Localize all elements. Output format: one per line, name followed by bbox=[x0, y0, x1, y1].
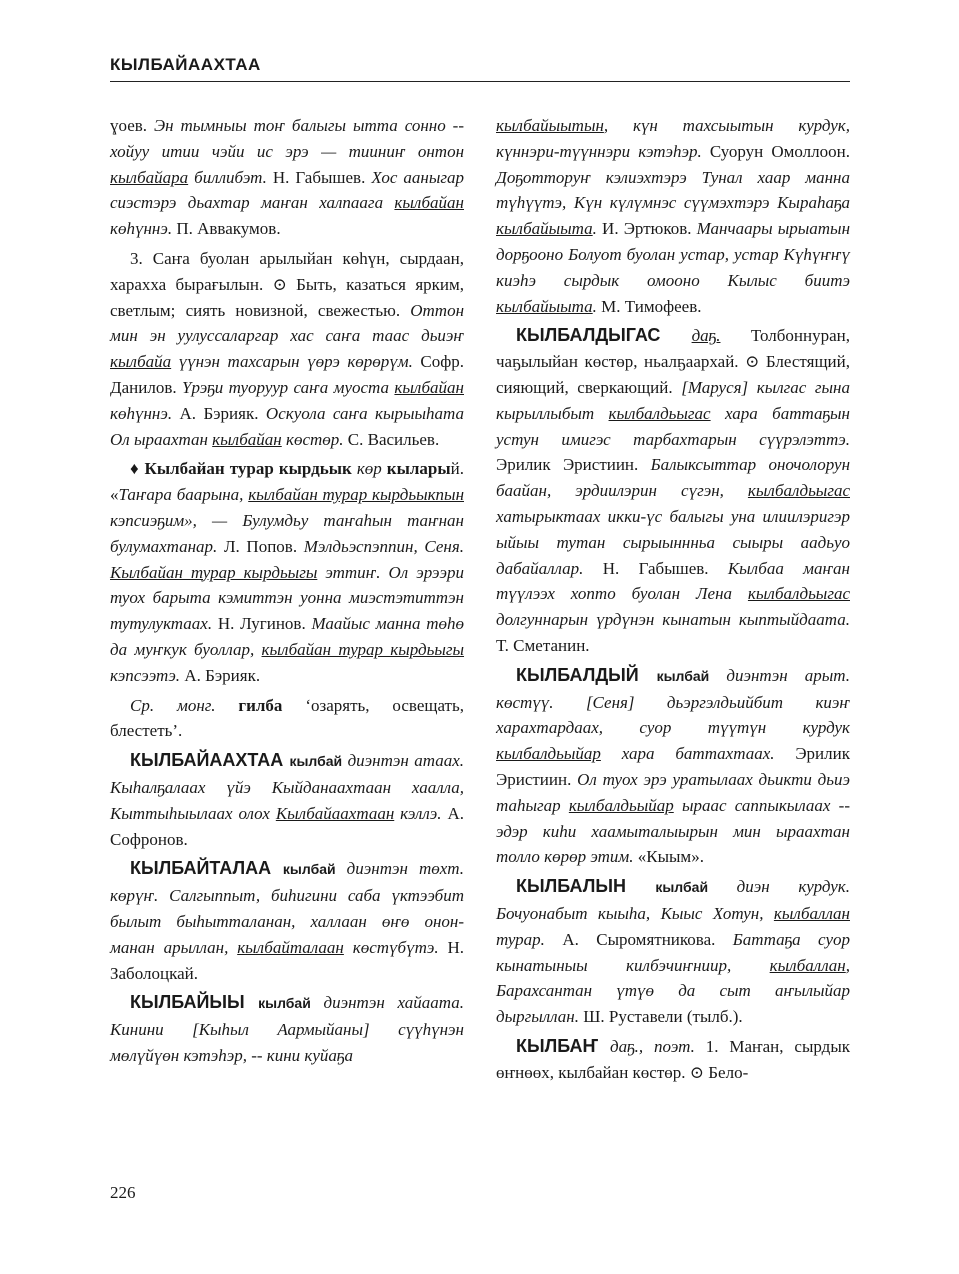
entry-kylbaldygas bbox=[496, 323, 850, 658]
text-run: Доҕотторуҥ кэлиэхтэрэ Тунал хаар манна түһүүтэ, Күн күлүмнэс сүүмэхтэрэ Кыраһаҕа bbox=[496, 167, 850, 213]
text-run: Хос ааныгар сиэстэрэ дьахтар маҥан халпаага bbox=[110, 167, 464, 213]
text-run: М. Тимофеев. bbox=[596, 296, 702, 316]
text-run: Мэлдьэспэппин, Сеня. bbox=[303, 536, 464, 556]
text-run: кэллэ. bbox=[394, 803, 442, 823]
text-run: кылары bbox=[386, 459, 451, 479]
text-run: көстүбүтэ. bbox=[343, 937, 439, 957]
text-run: Л. Попов. bbox=[217, 536, 304, 556]
entry-kylbaiaakhtaa bbox=[110, 748, 464, 852]
text-run: . bbox=[592, 296, 597, 316]
text-run: кылбайан bbox=[394, 377, 464, 397]
headword: КЫЛБАҤ bbox=[516, 1035, 610, 1056]
text-run: кылбайа bbox=[110, 352, 172, 372]
text-run: хара баттахтаах. bbox=[600, 744, 775, 764]
text-run: кэпсээтэ. bbox=[110, 665, 181, 685]
text-run: ‘озарять, освещать, блестеть’. bbox=[110, 695, 464, 741]
text-run: Н. Заболоцкай. bbox=[110, 937, 464, 983]
text-run: И. Эртюков. bbox=[596, 219, 697, 239]
text-run: Н. Габышев. bbox=[266, 167, 372, 187]
text-run: Быть, казаться ярким, светлым; сиять новизной, свежестью. bbox=[110, 274, 465, 320]
text-run: даҕ. bbox=[691, 326, 721, 346]
text-run: Үрэҕи туоруур саҥа муоста bbox=[181, 377, 395, 397]
text-run: кэпсиэҕим», — Булумдьу таҥаһын таҥнан булумахтанар. bbox=[110, 510, 464, 556]
text-run: Манчаары ырыатын дорҕооно Болуот буолан устар, устар Күһүҥҥү киэһэ сырдык омооно Кылыс биитэ bbox=[496, 219, 851, 290]
page-number: 226 bbox=[110, 1183, 136, 1202]
text-run: , Барахсантан үтүө да сыт аҥылыйар дыргыллан. bbox=[496, 955, 850, 1027]
entry-kylbalyn bbox=[496, 874, 850, 1030]
text-run: кылбаллан bbox=[769, 955, 846, 975]
text-run: кылбалдьыйар bbox=[496, 744, 601, 764]
entry-paragraph bbox=[110, 113, 464, 242]
text-run: Н. Габышев. bbox=[583, 558, 728, 578]
text-run: Эн тымныы тоҥ балыгы ытта сонно -- хойуу итии чэйи ис эрэ — тииниҥ онтон bbox=[110, 116, 464, 161]
text-run: П. Аввакумов. bbox=[172, 219, 281, 239]
text-run: Суорун Омоллоон. bbox=[701, 141, 850, 161]
text-run: Кылбайан турар кырдьык bbox=[144, 459, 352, 479]
entry-paragraph bbox=[110, 693, 464, 745]
text-run: Баттаҕа суор кынатыныы килбэчиҥниир, bbox=[496, 929, 850, 975]
running-head: КЫЛБАЙААХТАА bbox=[110, 55, 850, 82]
text-run: Кылбаа маҥан түүлээх хопто буолан Лена bbox=[496, 558, 850, 604]
headword: КЫЛБАЛДЫГАС bbox=[516, 325, 692, 346]
entry-kylbaldyi bbox=[496, 663, 850, 870]
text-run: кылбаллан bbox=[773, 903, 850, 923]
headword: КЫЛБАЙЫЫ bbox=[130, 992, 259, 1013]
text-run: ыраас саппыкылаах -- эдэр киһи хаамыталыырын мин ыраахтан толло көрөр этим. bbox=[496, 795, 850, 867]
text-run: ⊙ bbox=[272, 274, 287, 294]
text-run: ⊙ bbox=[745, 352, 760, 372]
text-run: долгуннарын үрдүнэн кынатын кыптыйдаата. bbox=[496, 610, 850, 630]
text-run: 3. Саҥа буолан арылыйан көһүн, сырдаан, харахха бырағылын. bbox=[110, 248, 464, 294]
entry-kylbaiyy bbox=[110, 990, 464, 1068]
text-run: кылбайан турар кырдьыгы bbox=[261, 639, 465, 659]
text-run: кылбалдьыгас bbox=[747, 481, 850, 501]
text-run: й. « bbox=[110, 459, 464, 505]
text-run: даҕ., поэт. bbox=[609, 1036, 695, 1056]
headword: кылбай bbox=[655, 879, 709, 896]
entry-paragraph bbox=[496, 113, 850, 319]
text-run: көстөр. bbox=[281, 429, 344, 449]
text-run: Блестящий, сияющий, сверкающий. bbox=[496, 352, 850, 397]
headword: кылбай bbox=[289, 753, 343, 770]
text-run: А. Софронов. bbox=[110, 803, 464, 849]
text-run: Бело- bbox=[704, 1062, 749, 1082]
entry-kylban bbox=[496, 1034, 850, 1086]
headword: кылбай bbox=[258, 995, 311, 1012]
text-run: Софр. Данилов. bbox=[110, 352, 464, 397]
text-run: Толбоннуран, чаҕылыйан көстөр, ньалҕаархай. bbox=[496, 326, 851, 372]
text-run: кылбайталаан bbox=[237, 937, 344, 957]
text-run: ♦ bbox=[130, 459, 145, 479]
text-run: Маайыс манна төһө да муҥкук буоллар, bbox=[110, 614, 464, 659]
text-run: диэнтэн арыт. көстүү. [Сеня] дьэргэлдьийбит киэҥ харахтардаах, суор түүтүн курдук bbox=[496, 665, 850, 738]
text-run: ɣоев. bbox=[110, 116, 154, 135]
text-run: Ср. монг. bbox=[130, 695, 239, 715]
text-run: Ол туох эрэ уратылаах дьикти дьиэ таһыгар bbox=[496, 769, 851, 815]
text-run: гилба bbox=[238, 695, 283, 715]
headword: КЫЛБАЙТАЛАА bbox=[130, 858, 283, 879]
text-run: Н. Лугинов. bbox=[212, 614, 312, 634]
text-run: Ш. Руставели (тылб.). bbox=[578, 1007, 743, 1027]
text-run: көһүннэ. bbox=[110, 219, 173, 239]
text-run: үүнэн тахсарын үөрэ көрөрүм. bbox=[171, 352, 413, 372]
entry-kylbaitalaa bbox=[110, 856, 464, 986]
text-run: кылбайан bbox=[212, 429, 282, 449]
text-run: Эрилик Эристиин. bbox=[496, 455, 651, 475]
text-run: Эрилик Эристиин. bbox=[496, 744, 850, 789]
headword: КЫЛБАЛЫН bbox=[516, 876, 656, 897]
text-run: кылбайыыта bbox=[496, 219, 593, 239]
entry-paragraph bbox=[110, 246, 464, 452]
text-run: Оттон мин эн уулуссаларгар хас саҥа таас дьиэҥ bbox=[110, 300, 464, 346]
text-run: кылбайыытын bbox=[496, 116, 604, 135]
text-run: А. Бэрияк. bbox=[180, 665, 261, 685]
text-run: кылбайан турар кырдьыкпын bbox=[248, 485, 464, 505]
text-run: Таҥара баарына, bbox=[118, 485, 249, 505]
text-run: диэн курдук. Бочуонабыт кыыһа, Кыыс Хотун, bbox=[496, 877, 851, 923]
text-run: көр bbox=[351, 459, 387, 479]
text-run: Кылбайаахтаан bbox=[275, 803, 395, 823]
text-run: хара баттаҕын устун имигэс тарбахтарын сүүрэлэттэ. bbox=[496, 403, 850, 449]
text-run: [Маруся] кылгас гына кырыллыбыт bbox=[496, 377, 850, 423]
text-run: кылбалдьыгас bbox=[608, 403, 711, 423]
text-run: диэнтэн атаах. Кыһалҕалаах үйэ Кыйданаахтаан хаалла, Кыттыһыылаах олох bbox=[110, 751, 464, 823]
text-run: Оскуола саҥа кырыыһата Ол ыраахтан bbox=[110, 403, 464, 449]
text-run: С. Васильев. bbox=[343, 429, 440, 449]
text-run: кылбайыыта bbox=[496, 296, 593, 316]
text-run: турар. bbox=[496, 929, 545, 949]
text-run: Балыксыттар оночолорун баайан, эрдиилэрин сүгэн, bbox=[496, 455, 850, 501]
text-run: . bbox=[592, 219, 597, 239]
text-run: хатырыктаах икки-үс балыгы уна илиилэригэр ыйыы тутан сырыыннньа сыыры аадьуо дабайаллар. bbox=[496, 506, 850, 578]
text-run: 1. Маҥан, сырдык өҥнөөх, кылбайан көстөр. bbox=[496, 1036, 850, 1082]
headword: КЫЛБАЙААХТАА bbox=[130, 750, 290, 771]
text-run: , күн тахсыытын курдук, күннэри-түүннэри кэтэһэр. bbox=[496, 116, 850, 161]
text-run: А. Сыромятникова. bbox=[544, 929, 733, 949]
text-run: Кылбайан турар кырдьыгы bbox=[110, 562, 318, 582]
right-column bbox=[496, 113, 850, 1089]
text-run: кылбайан bbox=[394, 193, 464, 213]
text-run: эттиҥ. Ол эрээри туох барыта кэмиттэн уонна миэстэтиттэн тутулуктаах. bbox=[110, 562, 464, 634]
text-run: кылбалдьыгас bbox=[747, 584, 850, 604]
text-run: кылбалдьыйар bbox=[568, 795, 674, 815]
entry-paragraph bbox=[110, 456, 464, 688]
text-run: А. Бэрияк. bbox=[172, 403, 266, 423]
headword: кылбай bbox=[282, 861, 336, 878]
text-run: кылбайара bbox=[110, 167, 189, 187]
headword: кылбай bbox=[656, 667, 710, 684]
text-run: ⊙ bbox=[689, 1062, 705, 1082]
text-run: «Кыым». bbox=[633, 847, 704, 867]
left-column bbox=[110, 113, 464, 1073]
text-run: диэнтэн төхт. көрүҥ. Салгыппыт, биһигини саба үктээбит былыт быһытталанан, халлаан өҥө онон-манан арыллан, bbox=[110, 859, 464, 957]
text-run: диэнтэн хайаата. Кинини [Кыһыл Аармыйаны] сүүһүнэн мөлүйүөн кэтэһэр, -- кини куйаҕа bbox=[110, 993, 464, 1065]
text-run: Т. Сметанин. bbox=[496, 635, 590, 655]
text-run: биллибэт. bbox=[188, 167, 267, 187]
text-run: көһүннэ. bbox=[110, 403, 173, 423]
headword: КЫЛБАЛДЫЙ bbox=[516, 664, 657, 685]
